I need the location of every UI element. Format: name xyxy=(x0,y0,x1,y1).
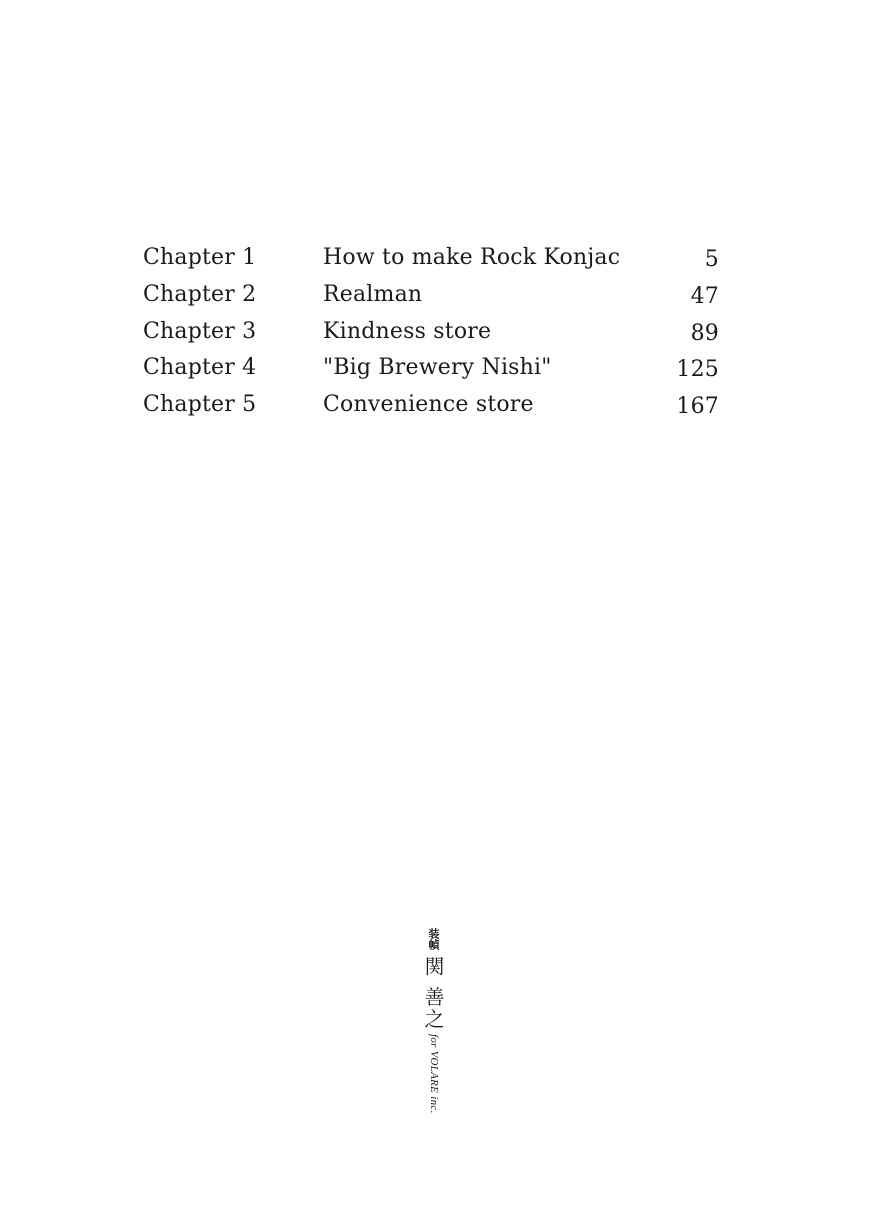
toc-chapter-title: How to make Rock Konjac xyxy=(323,245,621,270)
toc-page-number: 167 xyxy=(676,394,719,420)
toc-chapter-title: Kindness store xyxy=(323,318,492,344)
toc-chapter-label: Chapter 2 xyxy=(143,281,257,307)
credit-company: for VOLARE inc. xyxy=(428,1034,440,1114)
toc-entry-5[interactable] xyxy=(143,387,719,424)
toc-chapter-label: Chapter 1 xyxy=(143,245,257,270)
toc-chapter-title: "Big Brewery Nishi" xyxy=(323,355,552,381)
toc-page-number: 47 xyxy=(690,283,719,309)
credit-designer-name: 関 善之 xyxy=(421,956,445,1031)
toc-page-number: 89 xyxy=(690,320,719,346)
toc-chapter-label: Chapter 5 xyxy=(143,392,257,418)
design-credit xyxy=(413,928,453,1128)
toc-chapter-label: Chapter 3 xyxy=(143,318,257,344)
toc-page-number: 5 xyxy=(704,247,719,272)
toc-page-number: 125 xyxy=(676,357,719,383)
table-of-contents xyxy=(143,240,719,424)
toc-chapter-title: Convenience store xyxy=(323,392,534,418)
toc-entry-2[interactable] xyxy=(143,277,719,314)
toc-entry-1[interactable] xyxy=(143,240,719,277)
credit-role: 装幀 xyxy=(427,928,440,950)
toc-entry-4[interactable] xyxy=(143,350,719,387)
toc-chapter-label: Chapter 4 xyxy=(143,355,257,381)
toc-chapter-title: Realman xyxy=(323,281,423,307)
toc-entry-3[interactable] xyxy=(143,314,719,351)
